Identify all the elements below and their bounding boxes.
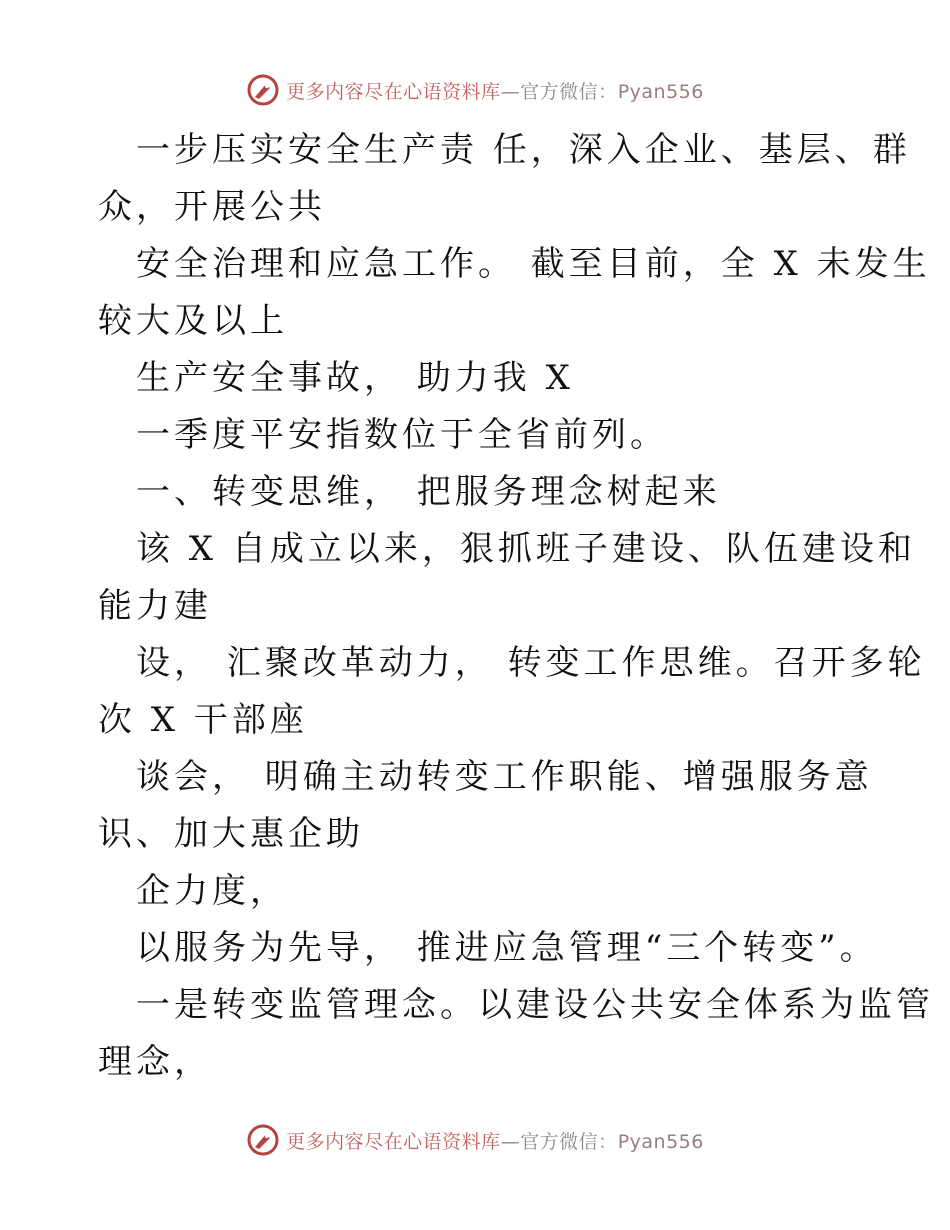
body-line: 一季度平安指数位于全省前列。: [98, 415, 668, 455]
watermark-wechat-id: Pyan556: [617, 1130, 704, 1153]
watermark-brand: 更多内容尽在心语资料库: [286, 80, 501, 103]
body-line: 一是转变监管理念。以建设公共安全体系为监管: [98, 985, 934, 1025]
body-line: 众，开展公共: [98, 187, 326, 227]
body-line: 该 X 自成立以来，狠抓班子建设、队伍建设和: [98, 529, 916, 569]
body-line: 设， 汇聚改革动力， 转变工作思维。召开多轮: [98, 643, 926, 683]
body-line: 谈会， 明确主动转变工作职能、增强服务意: [98, 757, 873, 797]
body-line: 理念，: [98, 1042, 212, 1082]
body-line: 安全治理和应急工作。 截至目前，全 X 未发生: [98, 244, 931, 284]
pen-nib-seal-icon: [246, 1123, 280, 1157]
pen-nib-seal-icon: [246, 73, 280, 107]
body-line: 较大及以上: [98, 301, 288, 341]
watermark-official-label: 官方微信：: [520, 80, 618, 103]
body-line: 能力建: [98, 586, 212, 626]
body-line: 企力度，: [98, 871, 288, 911]
footer-watermark: [0, 1120, 950, 1160]
body-line: 识、加大惠企助: [98, 814, 364, 854]
watermark-official-label: 官方微信：: [520, 1130, 618, 1153]
body-line: 以服务为先导， 推进应急管理“三个转变”。: [98, 928, 878, 968]
watermark-dash: —: [500, 80, 521, 103]
body-line: 次 X 干部座: [98, 700, 308, 740]
body-line: 一步压实安全生产责 任，深入企业、基层、群: [98, 130, 911, 170]
document-body: [98, 122, 934, 1091]
body-line: 生产安全事故， 助力我 X: [98, 358, 574, 398]
header-watermark: [0, 70, 950, 110]
watermark-wechat-id: Pyan556: [617, 80, 704, 103]
section-heading: 一、转变思维， 把服务理念树起来: [98, 472, 721, 512]
watermark-dash: —: [500, 1130, 521, 1153]
watermark-brand: 更多内容尽在心语资料库: [286, 1130, 501, 1153]
